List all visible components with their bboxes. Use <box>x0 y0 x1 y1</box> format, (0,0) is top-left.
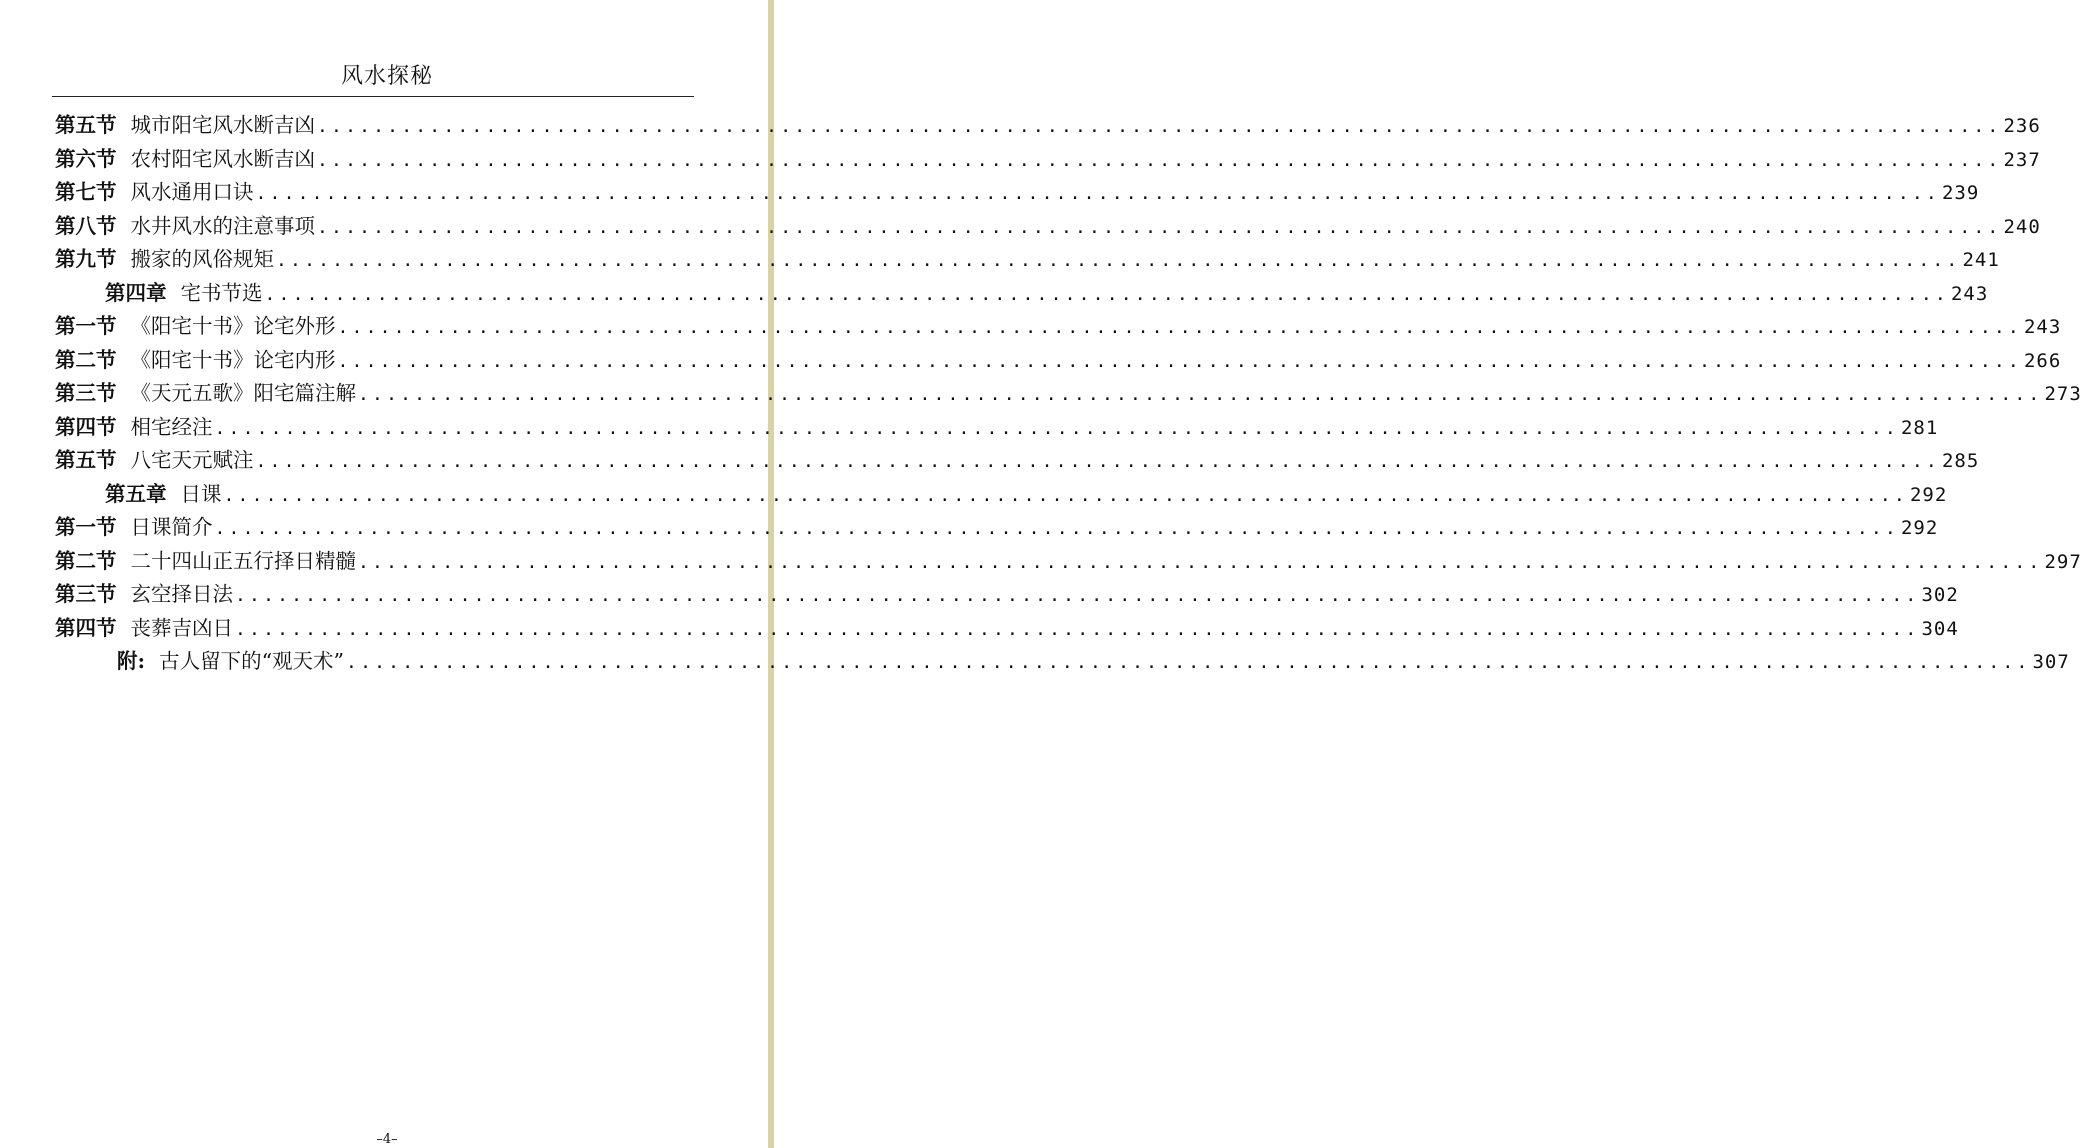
toc-entry[interactable] <box>55 277 1989 311</box>
toc-entry-label <box>55 411 213 445</box>
toc-leader-dots: ........................................................................................................................ <box>358 551 2043 573</box>
toc-page-number: 281 <box>1900 416 1939 439</box>
toc-leader-dots: ........................................................................................................................ <box>358 384 2043 405</box>
toc-leader-dots: ........................................................................................................................ <box>317 116 2002 137</box>
toc-entry-label <box>55 344 336 378</box>
toc-entry[interactable] <box>55 109 2041 143</box>
toc-entry-title: 相宅经注 <box>130 414 213 439</box>
toc-page-number: 304 <box>1921 617 1959 640</box>
toc-entry-label <box>105 478 222 512</box>
toc-section-number: 第四节 <box>55 615 117 640</box>
toc-entry[interactable] <box>55 411 1939 445</box>
toc-section-number: 第五节 <box>55 113 117 137</box>
toc-entry[interactable] <box>55 243 2000 277</box>
toc-entry-label <box>55 545 356 579</box>
toc-section-number: 第二节 <box>55 548 117 573</box>
toc-page-number: 273 <box>2044 383 2082 405</box>
toc-entry-label <box>55 176 254 210</box>
toc-leader-dots: ........................................................................................................................ <box>235 585 1920 606</box>
toc-entry-label <box>55 511 213 545</box>
toc-entry[interactable] <box>55 612 1959 646</box>
toc-page-number: 243 <box>1950 282 1989 305</box>
toc-leader-dots: ........................................................................................................................ <box>264 283 1949 305</box>
toc-section-number: 第二节 <box>55 347 117 372</box>
toc-leader-dots: ........................................................................................................................ <box>255 451 1940 472</box>
page-number: –4– <box>376 1132 398 1147</box>
toc-entry[interactable] <box>55 545 2082 579</box>
toc-page-number: 292 <box>1909 483 1948 506</box>
toc-entry[interactable] <box>55 444 1980 478</box>
toc-entry-title: 二十四山正五行择日精髓 <box>130 548 356 573</box>
toc-entry-title: 《阳宅十书》论宅外形 <box>130 314 336 338</box>
toc-section-number: 第四节 <box>55 414 117 439</box>
toc-section-number: 第一节 <box>55 515 117 539</box>
toc-entry-label <box>55 444 254 478</box>
toc-entry[interactable] <box>55 310 2062 344</box>
toc-entry[interactable] <box>55 210 2041 244</box>
toc-page-number: 297 <box>2044 550 2082 573</box>
toc-section-number: 附: <box>117 649 146 673</box>
toc-entry[interactable] <box>55 578 1959 612</box>
toc-entry-title: 宅书节选 <box>180 280 263 305</box>
toc-entry-label <box>55 310 336 344</box>
toc-entry-title: 风水通用口诀 <box>130 180 254 204</box>
header-rule <box>52 96 694 97</box>
toc-leader-dots: ........................................................................................................................ <box>214 518 1899 539</box>
toc-entry-label <box>55 578 233 612</box>
toc-entry-label <box>55 243 274 277</box>
toc-entry-title: 玄空择日法 <box>130 582 233 606</box>
toc-section-number: 第九节 <box>55 247 117 271</box>
toc-section-number: 第四章 <box>105 280 167 305</box>
toc-page-number: 307 <box>2032 651 2070 673</box>
toc-leader-dots: ........................................................................................................................ <box>235 618 1920 640</box>
toc-entry-label <box>117 645 344 679</box>
toc-entry-title: 水井风水的注意事项 <box>130 213 315 238</box>
toc-entry-label <box>55 109 315 143</box>
toc-section-number: 第八节 <box>55 213 117 238</box>
toc-entry[interactable] <box>55 176 1980 210</box>
toc-section-number: 第一节 <box>55 314 117 338</box>
toc-entry[interactable] <box>55 478 1948 512</box>
toc-page-number: 243 <box>2023 316 2062 338</box>
toc-page-number: 266 <box>2023 349 2062 372</box>
toc-page-number: 240 <box>2003 215 2041 238</box>
toc-entry-label <box>55 377 356 411</box>
toc-page-number: 241 <box>1962 249 2000 271</box>
toc-page-number: 239 <box>1941 182 1980 204</box>
running-header: 风水探秘 <box>340 64 433 89</box>
toc-leader-dots: ........................................................................................................................ <box>337 350 2022 372</box>
toc-entry-title: 古人留下的“观天术” <box>159 649 345 673</box>
toc-entry[interactable] <box>55 511 1939 545</box>
toc-entry-title: 搬家的风俗规矩 <box>130 247 274 271</box>
toc-entry-label <box>55 612 233 646</box>
toc-entry[interactable] <box>55 344 2062 378</box>
toc-page-number: 302 <box>1921 584 1959 606</box>
toc-entry-title: 日课 <box>180 481 222 506</box>
toc-section-number: 第三节 <box>55 582 117 606</box>
toc-leader-dots: ........................................................................................................................ <box>337 317 2022 338</box>
table-of-contents <box>55 109 2082 679</box>
toc-entry-title: 丧葬吉凶日 <box>130 615 233 640</box>
toc-entry-title: 城市阳宅风水断吉凶 <box>130 113 315 137</box>
toc-entry-title: 日课简介 <box>130 515 213 539</box>
toc-section-number: 第七节 <box>55 180 117 204</box>
toc-entry[interactable] <box>55 143 2041 177</box>
toc-page-number: 285 <box>1941 450 1980 472</box>
toc-leader-dots: ........................................................................................................................ <box>223 484 1908 506</box>
toc-entry-title: 八宅天元赋注 <box>130 448 254 472</box>
toc-section-number: 第五章 <box>105 481 167 506</box>
toc-entry-title: 农村阳宅风水断吉凶 <box>130 146 315 171</box>
toc-leader-dots: ........................................................................................................................ <box>317 216 2002 238</box>
toc-entry-title: 《阳宅十书》论宅内形 <box>130 347 336 372</box>
toc-entry-title: 《天元五歌》阳宅篇注解 <box>130 381 356 405</box>
toc-page-number: 236 <box>2003 115 2041 137</box>
toc-leader-dots: ........................................................................................................................ <box>276 250 1961 271</box>
toc-leader-dots: ........................................................................................................................ <box>346 652 2031 673</box>
toc-section-number: 第五节 <box>55 448 117 472</box>
toc-section-number: 第六节 <box>55 146 117 171</box>
toc-page-number: 292 <box>1900 517 1939 539</box>
toc-entry[interactable] <box>55 645 2070 679</box>
toc-page-number: 237 <box>2003 148 2041 171</box>
toc-entry-label <box>55 210 315 244</box>
toc-section-number: 第三节 <box>55 381 117 405</box>
toc-entry-label <box>55 143 315 177</box>
toc-entry[interactable] <box>55 377 2082 411</box>
toc-entry-label <box>105 277 263 311</box>
toc-leader-dots: ........................................................................................................................ <box>317 149 2002 171</box>
toc-leader-dots: ........................................................................................................................ <box>214 417 1899 439</box>
toc-leader-dots: ........................................................................................................................ <box>255 183 1940 204</box>
